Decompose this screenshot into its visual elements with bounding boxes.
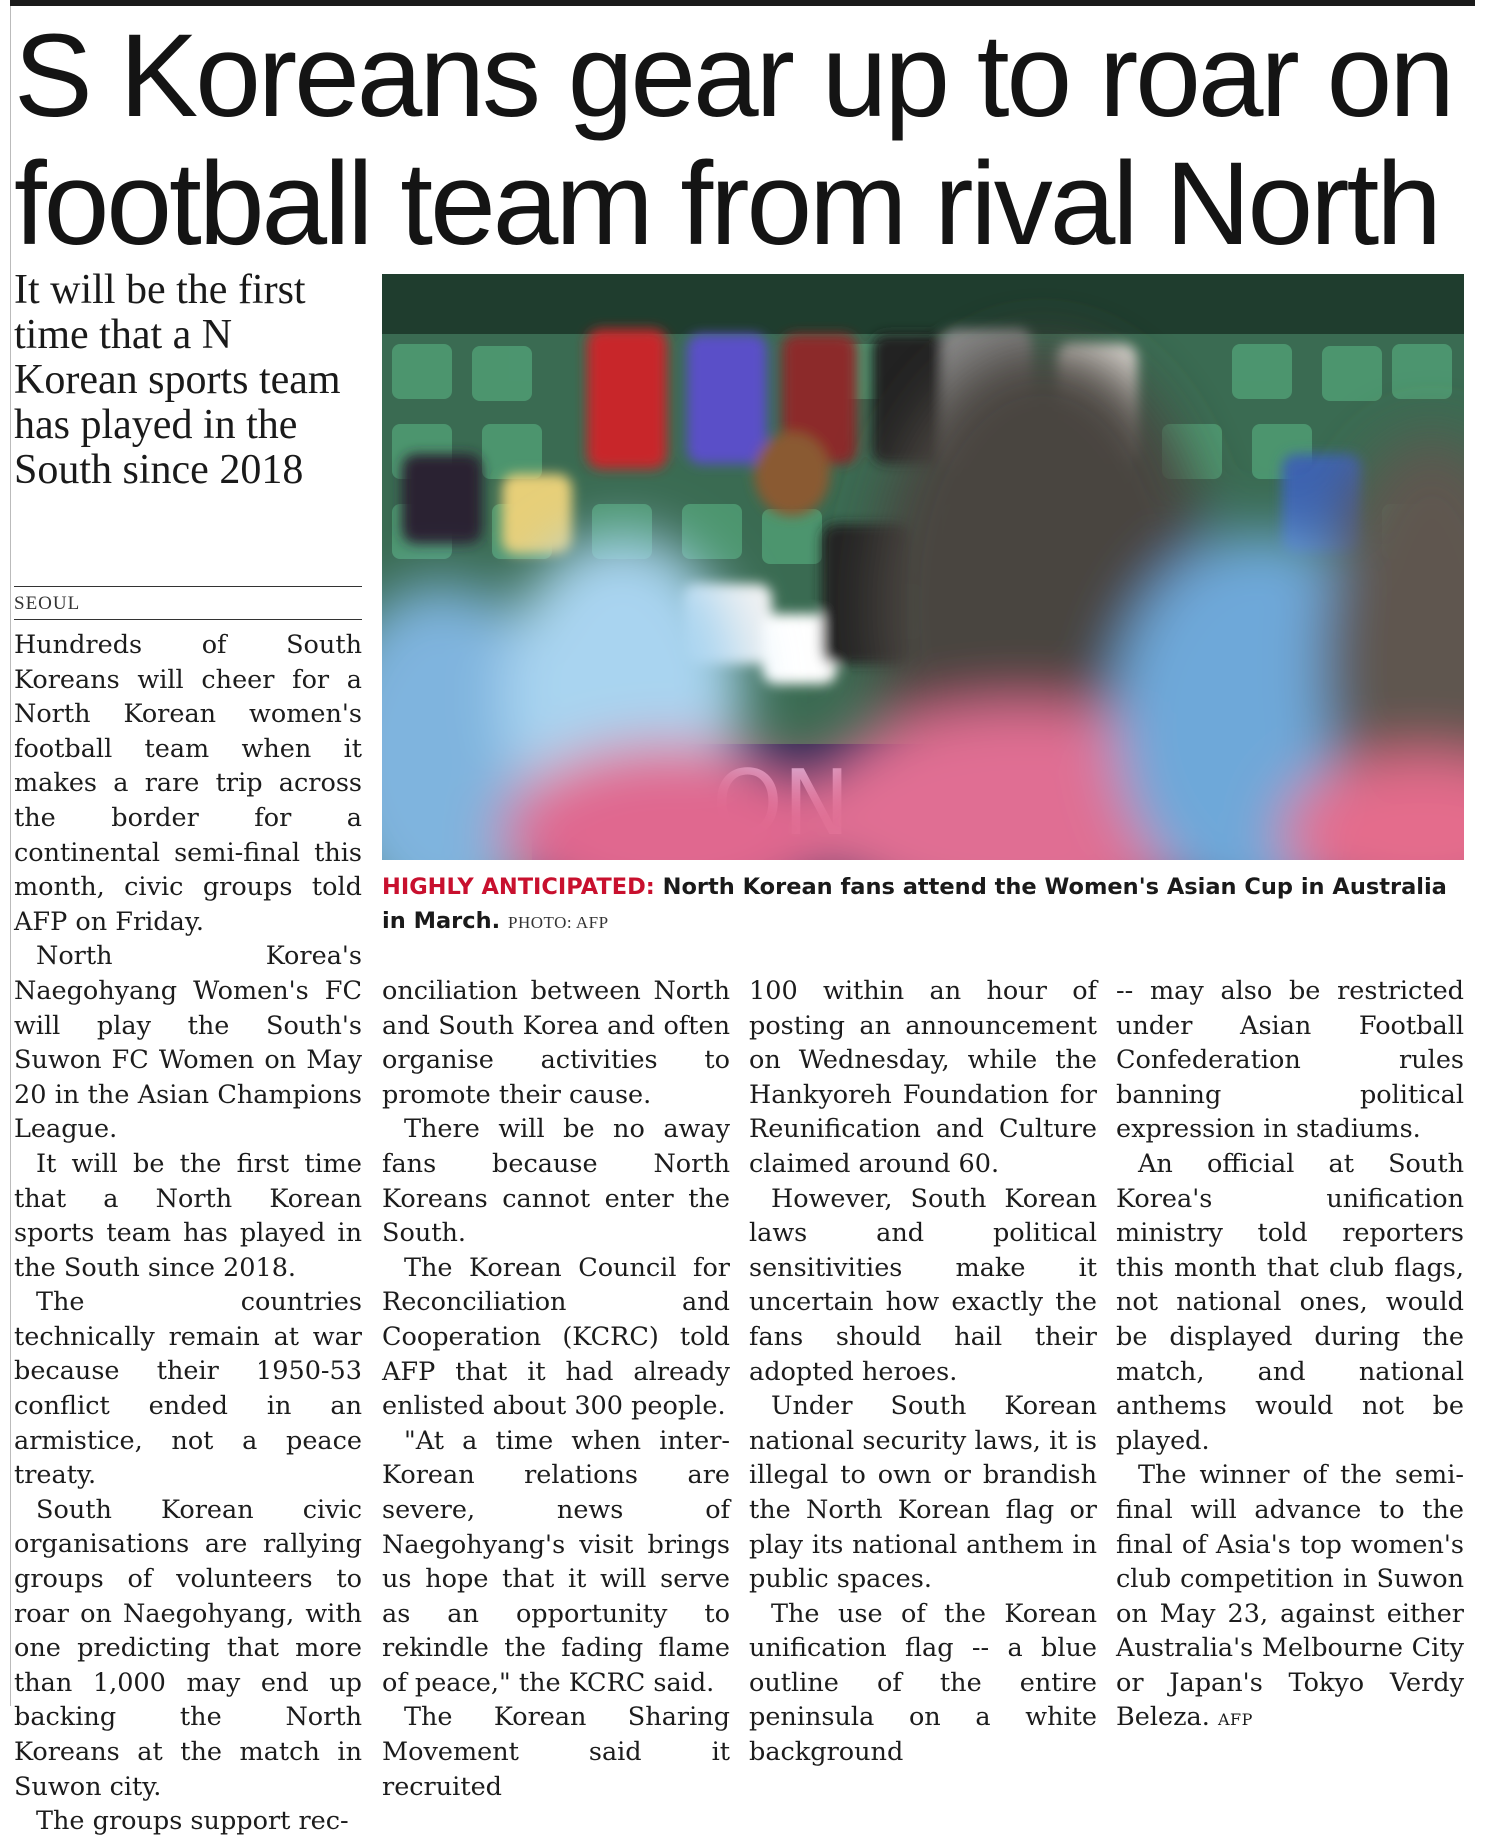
source-credit: AFP — [1217, 1710, 1253, 1730]
paragraph: The use of the Korean unification flag -- a blue outline of the entire peninsula on a white background — [749, 1598, 1097, 1768]
paragraph: South Korean civic organisations are rallying groups of volunteers to roar on Naegohyang, with one predicting that more than 1,000 may end up backing the North Koreans at the match in Suwon city. — [14, 1494, 362, 1802]
paragraph: An official at South Korea's unification ministry told reporters this month that club flags, not national ones, would be displayed during the match, and national anthems would not be played. — [1116, 1148, 1464, 1456]
article-column-1 — [14, 628, 362, 1839]
paragraph: There will be no away fans because North Koreans cannot enter the South. — [382, 1114, 730, 1249]
headline-line-1: S Koreans gear up to roar on — [14, 10, 1452, 142]
top-rule — [10, 0, 1475, 6]
paragraph: North Korea's Naegohyang Women's FC will play the South's Suwon FC Women on May 20 in the Asian Champions League. — [14, 941, 362, 1145]
paragraph — [1116, 1458, 1464, 1738]
paragraph: Under South Korean national security laws, it is illegal to own or brandish the North Korean flag or play its national anthem in public spaces. — [749, 1391, 1097, 1595]
paragraph: The groups support rec- — [36, 1806, 349, 1837]
caption-label: HIGHLY ANTICIPATED: — [382, 874, 655, 900]
paragraph: However, South Korean laws and political sensitivities make it uncertain how exactly the fans should hail their adopted heroes. — [749, 1183, 1097, 1387]
headline-line-2: football team from rival North — [14, 138, 1439, 270]
paragraph: Hundreds of South Koreans will cheer for a North Korean women's football team when it makes a rare trip across the border for a continental semi-final this month, civic groups told AFP on Friday. — [14, 630, 362, 937]
paragraph: onciliation between North and South Korea and often organise activities to promote their cause. — [382, 976, 730, 1110]
paragraph: 100 within an hour of posting an announcement on Wednesday, while the Hankyoreh Foundation for Reunification and Culture claimed around 60. — [749, 976, 1097, 1179]
paragraph: -- may also be restricted under Asian Football Confederation rules banning political expression in stadiums. — [1116, 976, 1464, 1145]
article-column-4 — [1116, 974, 1464, 1738]
standfirst: It will be the first time that a N Korean sports team has played in the South since 2018 — [14, 267, 341, 493]
dateline-rule-bottom — [14, 619, 362, 620]
photo-credit: PHOTO: AFP — [507, 913, 609, 932]
news-photo — [382, 274, 1464, 860]
article-column-3 — [749, 974, 1097, 1770]
photo-caption — [382, 870, 1464, 940]
paragraph: The countries technically remain at war because their 1950-53 conflict ended in an armistice, not a peace treaty. — [14, 1287, 362, 1491]
paragraph: It will be the first time that a North Korean sports team has played in the South since 2018. — [14, 1148, 362, 1283]
dateline: SEOUL — [14, 593, 81, 614]
dateline-rule-top — [14, 586, 362, 587]
caption-text: North Korean fans attend the Women's Asian Cup in Australia in March. — [382, 874, 1447, 934]
paragraph-text: The winner of the semi-final will advance to the final of Asia's top women's club competition in Suwon on May 23, against either Australia's Melbourne City or Japan's Tokyo Verdy Beleza. — [1116, 1460, 1464, 1733]
paragraph: The Korean Council for Reconciliation and Cooperation (KCRC) told AFP that it had already enlisted about 300 people. — [382, 1252, 730, 1422]
headline — [14, 12, 1474, 268]
paragraph: The Korean Sharing Movement said it recruited — [382, 1702, 730, 1802]
left-rule — [10, 6, 11, 1706]
article-column-2 — [382, 974, 730, 1804]
paragraph: "At a time when inter-Korean relations are severe, news of Naegohyang's visit brings us hope that it will serve as an opportunity to rekindle the fading flame of peace," the KCRC said. — [382, 1425, 730, 1698]
stadium-fans-image — [382, 274, 1464, 860]
